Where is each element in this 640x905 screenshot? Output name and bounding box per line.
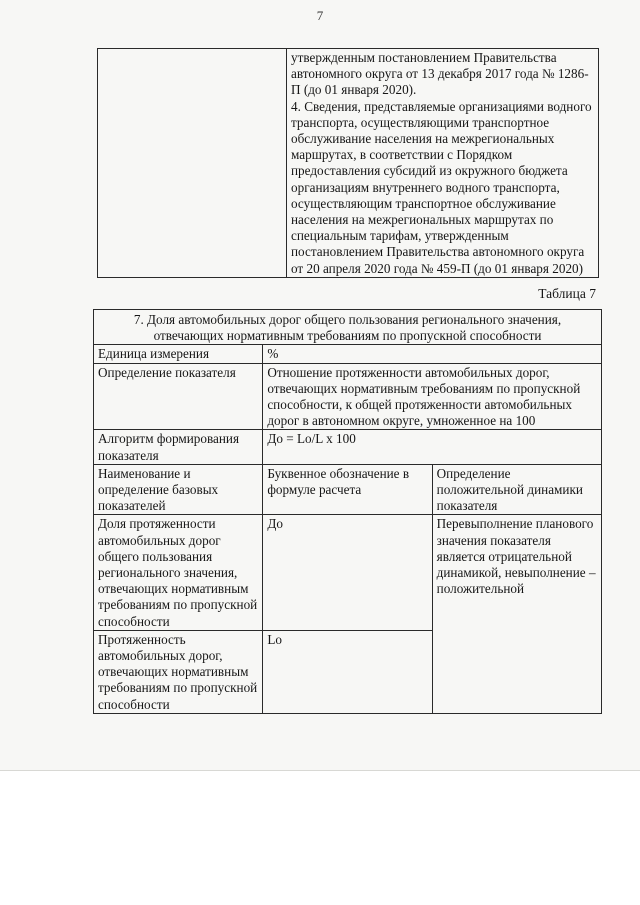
base-row-1-letter: До [263, 515, 432, 630]
table-label: Таблица 7 [538, 286, 596, 301]
base-row-1 [94, 515, 602, 630]
indicator-title: 7. Доля автомобильных дорог общего пользования регионального значения, отвечающих нормативным требованиям по пропускной способности [94, 310, 602, 345]
continuation-text-cell [287, 49, 599, 278]
definition-label: Определение показателя [94, 363, 263, 430]
definition-value: Отношение протяженности автомобильных дорог, отвечающих нормативным требованиям по пропускной способности, к общей протяженности автомобильных дорог в автономном округе, умноженное на 100 [263, 363, 602, 430]
base-header-row [94, 464, 602, 515]
page-number: 7 [316, 8, 324, 23]
continuation-empty-cell [98, 49, 287, 278]
base-header-letter: Буквенное обозначение в формуле расчета [263, 464, 432, 515]
continuation-text-part1: утвержденным постановлением Правительства автономного округа от 13 декабря 2017 года № 1286-П (до 01 января 2020). [291, 50, 589, 98]
base-row-2-letter: Lо [263, 630, 432, 713]
indicator-title-row [94, 310, 602, 345]
base-row-2-name: Протяженность автомобильных дорог, отвечающих нормативным требованиям по пропускной способности [94, 630, 263, 713]
indicator-table [93, 309, 602, 714]
base-header-dynamics: Определение положительной динамики показателя [432, 464, 601, 515]
continuation-text-part2: 4. Сведения, представляемые организациями водного транспорта, осуществляющими транспортное обслуживание населения на межрегиональных маршрутах, в соответствии с Порядком предоставления субсидий из окружного бюджета организациям внутреннего водного транспорта, осуществляющим транспортное обслуживание населения на межрегиональных маршрутах по специальным тарифам, утвержденным постановлением Правительства автономного округа от 20 апреля 2020 года № 459-П (до 01 января 2020) [291, 98, 592, 276]
algorithm-label: Алгоритм формирования показателя [94, 430, 263, 464]
definition-row [94, 363, 602, 430]
base-header-name: Наименование и определение базовых показателей [94, 464, 263, 515]
unit-label: Единица измерения [94, 345, 263, 363]
continuation-table [97, 48, 599, 278]
algorithm-row [94, 430, 602, 464]
unit-value: % [263, 345, 602, 363]
dynamics-value: Перевыполнение планового значения показателя является отрицательной динамикой, невыполнение – положительной [432, 515, 601, 713]
unit-row [94, 345, 602, 363]
continuation-row [98, 49, 599, 278]
base-row-1-name: Доля протяженности автомобильных дорог общего пользования регионального значения, отвечающих нормативным требованиям по пропускной способности [94, 515, 263, 630]
algorithm-value: До = Lо/L x 100 [263, 430, 602, 464]
